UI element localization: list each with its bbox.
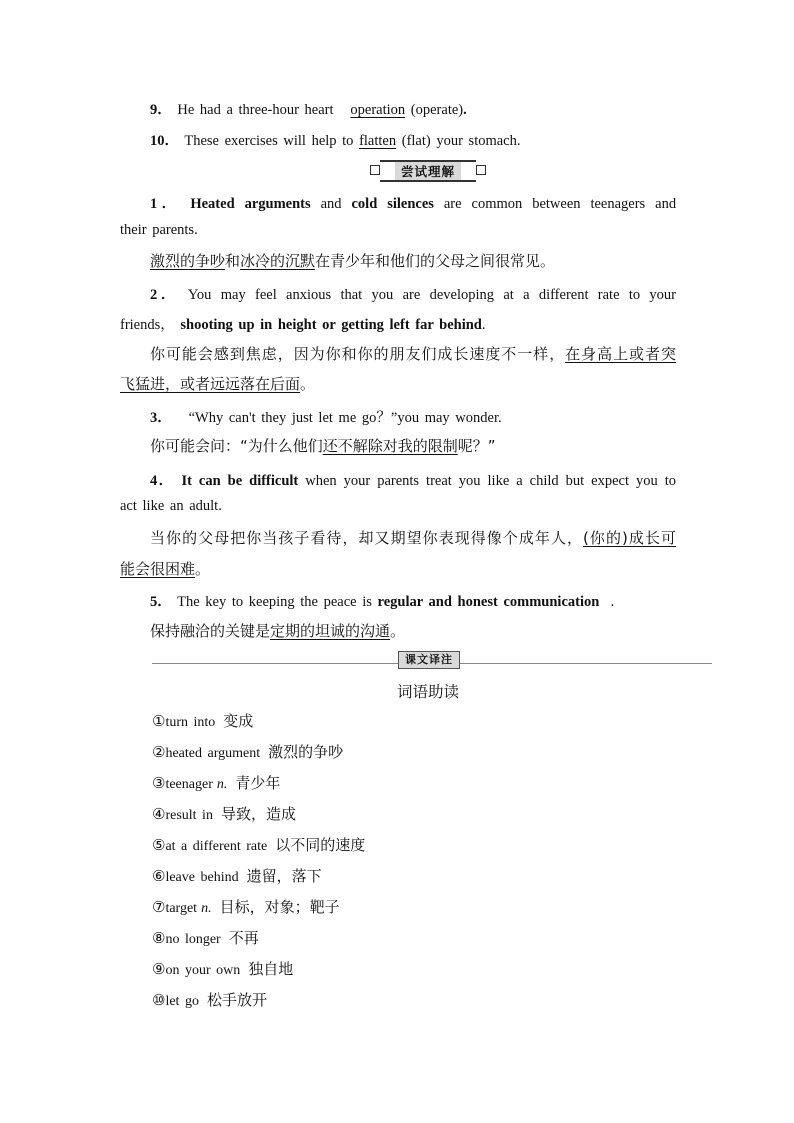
text: .	[610, 594, 615, 610]
vocab-definition: 变成	[223, 712, 254, 730]
item-number: 1．	[150, 196, 181, 212]
vocab-item	[152, 927, 259, 948]
vocab-marker: ⑧	[152, 929, 166, 947]
vocab-item	[152, 741, 343, 762]
bold-phrase: shooting up in height or getting left far behind	[180, 317, 482, 333]
underlined-phrase: 冰冷的沉默	[240, 252, 316, 270]
underlined-phrase: 能会很困难	[120, 560, 196, 578]
text: 和	[225, 252, 241, 270]
vocab-term: leave behind	[165, 870, 239, 885]
text: friends，	[120, 317, 175, 333]
vocab-item	[152, 958, 293, 979]
vocab-term: teenager	[165, 777, 213, 792]
vocab-item	[152, 896, 340, 917]
exercise-10	[150, 129, 676, 150]
text: 你可能会感到焦虑，因为你和你的朋友们成长速度不一样，	[150, 345, 566, 363]
section-banner-try	[380, 160, 476, 182]
bold-phrase: regular and honest communication	[377, 594, 600, 610]
vocab-item	[152, 803, 296, 824]
text: their parents.	[120, 222, 198, 238]
exercise-number: 10．	[150, 133, 179, 149]
text: 。	[300, 375, 316, 393]
try-item-2-zh-line2	[120, 373, 676, 394]
text: You may feel anxious that you are developing at a different rate to your	[187, 287, 676, 303]
exercise-text: .	[463, 102, 467, 118]
try-item-2-en-line1	[150, 283, 676, 304]
try-item-1-zh	[150, 250, 676, 271]
underlined-phrase: 还不解除对我的限制	[322, 437, 458, 455]
item-number: 3．	[150, 410, 172, 426]
vocab-marker: ①	[152, 712, 166, 730]
exercise-text: He had a three-hour heart	[177, 102, 334, 118]
bold-phrase: cold silences	[351, 196, 434, 212]
try-item-5-zh	[150, 620, 676, 641]
text: 呢？”	[457, 437, 496, 455]
vocab-marker: ⑦	[152, 898, 166, 916]
try-item-3-zh	[150, 435, 676, 456]
vocab-term: on your own	[165, 963, 241, 978]
vocab-definition: 激烈的争吵	[268, 743, 344, 761]
text: 保持融洽的关键是	[150, 622, 271, 640]
try-item-1-en-line1	[150, 192, 676, 213]
section-banner-notes	[398, 651, 460, 669]
bold-phrase: It can be difficult	[181, 473, 299, 489]
try-item-4-zh-line1	[150, 527, 676, 548]
bold-phrase: Heated arguments	[190, 196, 311, 212]
vocab-item	[152, 989, 267, 1010]
vocab-term: turn into	[165, 715, 216, 730]
text: when your parents treat you like a child but expect you to	[305, 473, 676, 489]
vocab-definition: 遗留，落下	[246, 867, 322, 885]
vocab-term: heated argument	[165, 746, 261, 761]
vocab-definition: 导致，造成	[220, 805, 296, 823]
try-item-1-en-line2	[120, 222, 676, 239]
underlined-phrase: 在身高上或者突	[565, 345, 676, 363]
try-item-3-en	[150, 406, 676, 427]
exercise-hint: (operate)	[410, 102, 464, 118]
item-number: 5．	[150, 594, 172, 610]
exercise-answer: flatten	[359, 133, 397, 149]
exercise-hint: (flat)	[401, 133, 431, 149]
vocab-marker: ⑤	[152, 836, 166, 854]
vocab-term: result in	[165, 808, 213, 823]
vocab-definition: 目标，对象；靶子	[219, 898, 340, 916]
vocab-item	[152, 834, 365, 855]
try-item-4-en-line2	[120, 498, 676, 515]
try-item-2-zh-line1	[150, 343, 676, 364]
item-number: 4．	[150, 473, 175, 489]
try-item-4-en-line1	[150, 469, 676, 490]
vocab-marker: ⑩	[152, 991, 166, 1009]
subtitle-text: 词语助读	[396, 683, 459, 701]
vocab-definition: 不再	[228, 929, 259, 947]
vocab-term: target	[165, 901, 198, 916]
item-number: 2．	[150, 287, 180, 303]
vocab-marker: ⑨	[152, 960, 166, 978]
underlined-phrase: 定期的坦诚的沟通	[270, 622, 391, 640]
vocab-marker: ④	[152, 805, 166, 823]
text: 你可能会问：“为什么他们	[150, 437, 323, 455]
vocab-definition: 青少年	[235, 774, 281, 792]
section-title: 尝试理解	[395, 162, 461, 180]
underlined-phrase: 飞猛进，或者远远落在后面	[120, 375, 301, 393]
try-item-4-zh-line2	[120, 558, 676, 579]
vocab-item	[152, 772, 280, 793]
text: act like an adult.	[120, 498, 222, 514]
vocab-pos: n.	[201, 901, 212, 916]
vocab-marker: ②	[152, 743, 166, 761]
vocab-term: let go	[165, 994, 199, 1009]
try-item-2-en-line2	[120, 313, 676, 334]
try-item-5-en	[150, 590, 676, 611]
exercise-answer: operation	[350, 102, 406, 118]
vocab-term: no longer	[165, 932, 221, 947]
vocab-pos: n.	[216, 777, 228, 792]
text: are common between teenagers and	[443, 196, 677, 212]
exercise-text: your stomach.	[436, 133, 521, 149]
exercise-text: These exercises will help to	[184, 133, 354, 149]
vocab-item	[152, 710, 253, 731]
exercise-9	[150, 98, 676, 119]
vocab-definition: 松手放开	[206, 991, 267, 1009]
text: “Why can't they just let me go？”you may wonder.	[188, 410, 502, 426]
vocab-item	[152, 865, 322, 886]
text: 当你的父母把你当孩子看待，却又期望你表现得像个成年人，	[150, 529, 584, 547]
text: The key to keeping the peace is	[177, 594, 372, 610]
vocab-definition: 独自地	[248, 960, 294, 978]
underlined-phrase: 激烈的争吵	[150, 252, 226, 270]
text: and	[320, 196, 342, 212]
text: 。	[390, 622, 406, 640]
vocab-subtitle	[150, 680, 706, 702]
vocab-definition: 以不同的速度	[275, 836, 366, 854]
vocab-term: at a different rate	[165, 839, 268, 854]
text: 在青少年和他们的父母之间很常见。	[315, 252, 556, 270]
section-title: 课文译注	[405, 653, 453, 666]
vocab-marker: ⑥	[152, 867, 166, 885]
exercise-number: 9．	[150, 102, 172, 118]
text: 。	[195, 560, 211, 578]
vocab-marker: ③	[152, 774, 166, 792]
underlined-phrase: (你的)成长可	[583, 529, 676, 547]
text: .	[481, 317, 486, 333]
